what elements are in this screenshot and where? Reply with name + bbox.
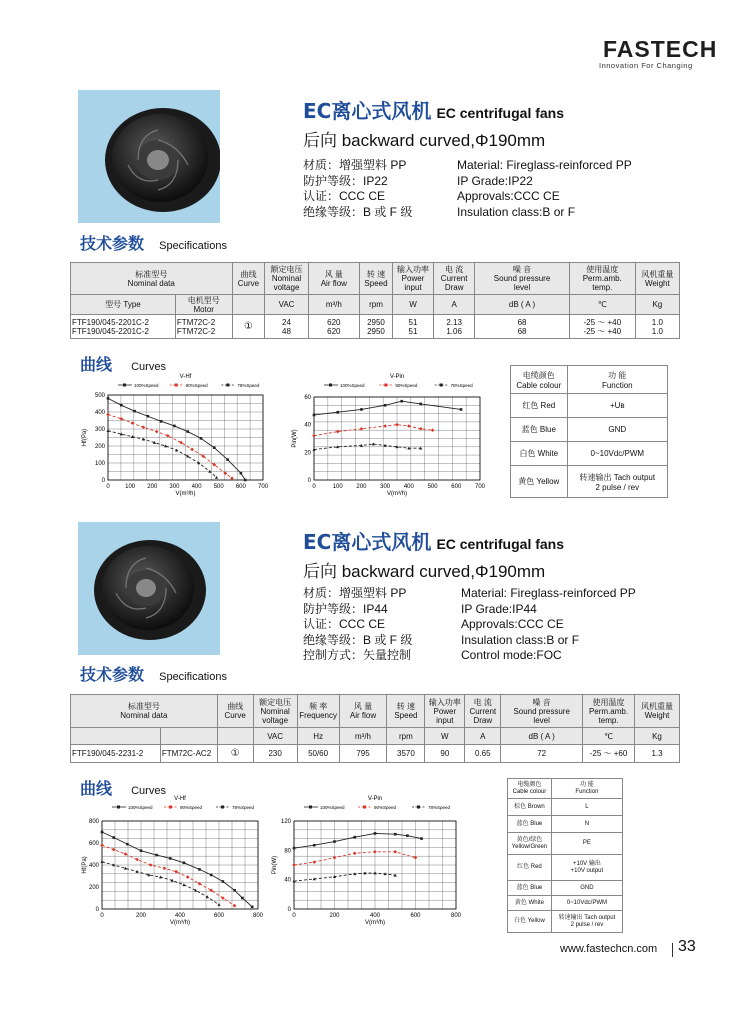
spec-line: Insulation class:B or F <box>461 632 580 647</box>
data-point <box>120 404 123 407</box>
spec-line: 材质：增强塑料 PP <box>303 158 407 172</box>
data-point <box>124 852 128 856</box>
legend-marker <box>329 384 332 387</box>
x-tick-label: 800 <box>450 913 462 919</box>
data-point <box>155 430 159 434</box>
x-tick-label: 200 <box>356 484 367 490</box>
spec-heading-cn: 技术参数 <box>80 234 145 253</box>
series-line <box>108 398 245 480</box>
spec-heading-en: Specifications <box>159 671 227 683</box>
spec-heading-2 <box>80 662 227 685</box>
legend-marker <box>440 384 443 387</box>
th-nominal: 标准型号 Nominal data <box>71 695 218 728</box>
x-tick-label: 100 <box>125 484 136 490</box>
x-tick-label: 500 <box>427 484 438 490</box>
th-current: 电 流 Current Draw <box>434 263 475 295</box>
table-row: FTF190/045-2231-2 FTM72C-AC2 ① 230 50/60 795 3570 90 0.65 72 -25 ～ +60 1.3 <box>71 745 680 763</box>
th-noise: 噪 音 Sound pressure level <box>501 695 583 728</box>
spec-line: 绝缘等级：B 或 F 级 <box>303 632 413 647</box>
data-point <box>407 424 411 428</box>
data-point <box>241 897 244 900</box>
spec-line: 绝缘等级：B 或 F 级 <box>303 204 413 219</box>
data-point <box>244 479 247 482</box>
data-point <box>183 862 186 865</box>
x-tick-label: 600 <box>235 484 246 490</box>
curves-en: Curves <box>131 361 166 373</box>
x-tick-label: 400 <box>369 913 381 919</box>
x-tick-label: 600 <box>451 484 462 490</box>
data-point <box>106 413 110 417</box>
th-unit: rpm <box>387 728 425 745</box>
legend-label: 100%Speed <box>340 383 365 388</box>
data-point <box>200 437 203 440</box>
legend-label: 78%Speed <box>428 805 451 810</box>
data-point <box>333 840 336 843</box>
data-point <box>160 420 163 423</box>
spec-line: 认证：CCC CE <box>303 617 386 631</box>
data-point <box>198 868 201 871</box>
th-unit: VAC <box>265 295 308 315</box>
spec-heading-cn: 技术参数 <box>80 665 145 684</box>
legend-marker <box>221 806 224 809</box>
y-tick-label: 60 <box>304 395 311 401</box>
chart-v-hf-1 <box>80 370 280 500</box>
cable-row: 黄色/绿色 Yellow/Green PE <box>508 833 623 855</box>
cable-row: 白色 White 0~10Vdc/PWM <box>511 442 668 466</box>
data-point <box>406 834 409 837</box>
spec-line: 认证：CCC CE <box>303 189 386 203</box>
spec-table-1 <box>70 262 680 339</box>
th-unit: Kg <box>635 728 680 745</box>
cable-row: 黄色 Yellow 转速输出 Tach output 2 pulse / rev <box>511 466 668 498</box>
data-point <box>226 458 229 461</box>
spec-heading-en: Specifications <box>159 240 227 252</box>
data-point <box>149 863 153 867</box>
data-point <box>155 854 158 857</box>
y-axis-label: Hf(Pa) <box>82 428 88 447</box>
title-en: EC centrifugal fans <box>436 105 565 121</box>
x-tick-label: 500 <box>213 484 224 490</box>
data-point <box>186 430 189 433</box>
y-tick-label: 500 <box>94 393 105 399</box>
fan-image-icon <box>78 90 220 223</box>
th-unit: A <box>434 295 475 315</box>
x-tick-label: 0 <box>100 913 104 919</box>
data-point <box>210 874 213 877</box>
y-tick-label: 800 <box>88 819 99 825</box>
data-point <box>394 833 397 836</box>
data-point <box>135 858 139 862</box>
y-tick-label: 0 <box>307 478 311 484</box>
fan-photo-2 <box>78 522 220 655</box>
x-tick-label: 800 <box>252 913 264 919</box>
x-tick-label: 700 <box>474 484 486 490</box>
spec-line: 材质：增强塑料 PP <box>303 586 407 600</box>
data-point <box>186 875 190 879</box>
data-point <box>251 906 254 909</box>
chart-title: V-Pin <box>389 374 405 380</box>
th-unit: m³/h <box>339 728 387 745</box>
data-point <box>166 434 170 438</box>
data-point <box>140 849 143 852</box>
th-curve: 曲线 Curve <box>217 695 253 728</box>
th-freq: 频 率 Frequency <box>297 695 339 728</box>
spec-line: 控制方式：矢量控制 <box>303 648 412 662</box>
x-tick-label: 300 <box>380 484 391 490</box>
th-motor: 电机型号 Motor <box>175 295 232 315</box>
legend-marker <box>384 384 387 387</box>
th-voltage: 额定电压 Nominal voltage <box>253 695 297 728</box>
legend-marker <box>309 806 312 809</box>
data-point <box>384 404 387 407</box>
x-tick-label: 0 <box>292 913 296 919</box>
legend-marker <box>363 806 366 809</box>
y-tick-label: 200 <box>94 444 105 450</box>
th-unit: ℃ <box>569 295 635 315</box>
spec-table-2 <box>70 694 680 763</box>
data-point <box>101 831 104 834</box>
legend-marker <box>117 806 120 809</box>
spec-heading-1 <box>80 231 227 254</box>
specs-cn-1 <box>303 158 412 220</box>
data-point <box>233 904 237 908</box>
data-point <box>100 843 104 847</box>
th-unit: Kg <box>635 295 679 315</box>
curves-cn: 曲线 <box>80 355 113 374</box>
y-tick-label: 0 <box>95 907 99 913</box>
x-tick-label: 600 <box>213 913 225 919</box>
data-point <box>292 863 296 867</box>
spec-line: 防护等级：IP44 <box>303 601 388 616</box>
y-tick-label: 400 <box>88 863 99 869</box>
data-point <box>460 408 463 411</box>
legend-label: 90%Speed <box>185 383 208 388</box>
th-unit: W <box>425 728 465 745</box>
cable-row: 白色 Yellow 转速输出 Tach output 2 pulse / rev <box>508 911 623 933</box>
y-tick-label: 120 <box>280 819 291 825</box>
x-tick-label: 400 <box>191 484 202 490</box>
data-point <box>373 850 377 854</box>
data-point <box>142 426 146 430</box>
legend-label: 78%Speed <box>232 805 255 810</box>
x-tick-label: 400 <box>174 913 186 919</box>
footer-website[interactable]: www.fastechcn.com <box>560 943 658 955</box>
spec-line: IP Grade:IP44 <box>461 601 537 616</box>
data-point <box>133 410 136 413</box>
data-point <box>240 472 243 475</box>
y-tick-label: 40 <box>304 422 311 429</box>
specs-en-2 <box>461 586 636 664</box>
brand-tagline: Innovation For Changing <box>599 61 693 70</box>
th-blank <box>71 728 161 745</box>
y-tick-label: 300 <box>94 427 105 433</box>
data-point <box>215 476 218 479</box>
legend-label: 78%Speed <box>450 383 473 388</box>
cable-row: 红色 Red +10V 输出 +10V output <box>508 855 623 881</box>
th-weight: 风机重量 Weight <box>635 695 680 728</box>
data-point <box>360 408 363 411</box>
y-tick-label: 0 <box>287 907 291 913</box>
x-tick-label: 0 <box>106 484 110 490</box>
specs-en-1 <box>457 158 632 220</box>
th-unit: rpm <box>360 295 393 315</box>
data-point <box>353 836 356 839</box>
brand-logo: FASTECH <box>603 36 718 62</box>
x-tick-label: 300 <box>169 484 180 490</box>
product-subtitle-1: 后向 backward curved,Φ190mm <box>303 131 546 150</box>
x-tick-label: 200 <box>329 913 340 919</box>
th-unit: dB ( A ) <box>501 728 583 745</box>
data-point <box>190 448 194 452</box>
curves-cn: 曲线 <box>80 779 113 798</box>
x-tick-label: 100 <box>332 484 343 490</box>
x-tick-label: 400 <box>403 484 414 490</box>
y-tick-label: 400 <box>94 410 105 416</box>
data-point <box>131 421 135 425</box>
curves-en: Curves <box>131 785 166 797</box>
cable-row: 蓝色 Blue N <box>508 816 623 833</box>
spec-line: Approvals:CCC CE <box>461 617 564 631</box>
chart-title: V-Hf <box>174 796 186 802</box>
data-point <box>431 428 435 432</box>
data-point <box>312 434 316 438</box>
th-airflow: 风 量 Air flow <box>308 263 359 295</box>
th-current: 电 流 Current Draw <box>465 695 501 728</box>
chart-v-hf-2 <box>80 792 280 932</box>
product-subtitle-2: 后向 backward curved,Φ190mm <box>303 562 546 581</box>
chart-title: V-Hf <box>179 374 192 380</box>
data-point <box>353 851 357 855</box>
legend-label: 90%Speed <box>395 383 418 388</box>
th-nominal: 标准型号 Nominal data <box>71 263 233 295</box>
x-axis-label: V(m³/h) <box>170 920 190 926</box>
th-noise: 噪 音 Sound pressure level <box>475 263 570 295</box>
data-point <box>293 847 296 850</box>
legend-label: 90%Speed <box>180 805 203 810</box>
legend-label: 100%Speed <box>320 805 345 810</box>
data-point <box>173 425 176 428</box>
y-tick-label: 80 <box>284 848 291 855</box>
data-point <box>163 867 167 871</box>
title-cn: EC离心式风机 <box>303 530 432 554</box>
th-airflow: 风 量 Air flow <box>339 695 387 728</box>
y-tick-label: 600 <box>88 841 99 847</box>
x-axis-label: V(m³/h) <box>365 920 385 926</box>
series-line <box>294 873 395 881</box>
chart-v-pin-2 <box>270 792 470 932</box>
title-en: EC centrifugal fans <box>436 536 565 552</box>
x-axis-label: V(m³/h) <box>175 491 196 497</box>
data-point <box>420 837 423 840</box>
data-point <box>419 403 422 406</box>
x-tick-label: 700 <box>257 484 269 490</box>
series-line <box>102 845 235 906</box>
footer-divider <box>672 943 673 957</box>
th-blank <box>160 728 217 745</box>
data-point <box>222 880 225 883</box>
y-tick-label: 200 <box>88 885 99 891</box>
data-point <box>182 883 185 886</box>
legend-marker <box>123 384 126 387</box>
x-tick-label: 600 <box>410 913 421 919</box>
cable-row: 棕色 Brown L <box>508 799 623 816</box>
cable-row: 蓝色 Blue GND <box>511 418 668 442</box>
chart-title: V-Pin <box>367 796 383 802</box>
th-type: 型号 Type <box>71 295 176 315</box>
data-point <box>313 844 316 847</box>
spec-line: Control mode:FOC <box>461 648 562 662</box>
x-tick-label: 200 <box>147 484 158 490</box>
legend-label: 100%Speed <box>134 383 159 388</box>
th-speed: 转 速 Speed <box>387 695 425 728</box>
th-unit: ℃ <box>583 728 635 745</box>
th-unit: W <box>392 295 433 315</box>
table-row: FTF190/045-2201C-2 FTF190/045-2201C-2 FTM72C-2 FTM72C-2 ① 24 48 620 620 2950 2950 51 51 2.13 1.06 68 68 -25 ～ +40 -25 ～ +40 1.0 1.0 <box>71 315 680 339</box>
legend-marker <box>175 384 178 387</box>
data-point <box>169 857 172 860</box>
y-axis-label: Hf(Pa) <box>82 856 88 874</box>
data-point <box>112 836 115 839</box>
th-power: 输入功率 Power input <box>425 695 465 728</box>
data-point <box>336 411 339 414</box>
x-tick-label: 200 <box>135 913 147 919</box>
data-point <box>395 423 399 427</box>
th-voltage: 额定电压 Nominal voltage <box>265 263 308 295</box>
data-point <box>400 400 403 403</box>
x-axis-label: V(m³/h) <box>387 491 407 497</box>
th-power: 输入功率 Power input <box>392 263 433 295</box>
cable-table-1: 电缆颜色 Cable colour 功 能 Function 红色 Red +Uв 蓝色 Blue GND 白色 White 0~10Vdc/PWM 黄色 Yellow 转速输出 Tach output 2 pulse / rev <box>510 365 668 498</box>
spec-line: Insulation class:B or F <box>457 204 576 219</box>
th-temp: 使用温度 Perm.amb. temp. <box>569 263 635 295</box>
legend-marker <box>169 806 172 809</box>
data-point <box>312 860 316 864</box>
chart-v-pin-1 <box>290 370 490 500</box>
cable-row: 黄色 White 0~10Vdc/PWM <box>508 896 623 911</box>
th-blank <box>217 728 253 745</box>
th-unit-curve <box>232 295 265 315</box>
th-unit: Hz <box>297 728 339 745</box>
y-axis-label: Pin(W) <box>272 855 278 875</box>
data-point <box>119 417 123 421</box>
specs-cn-2 <box>303 586 412 664</box>
spec-line: IP Grade:IP22 <box>457 173 533 188</box>
th-unit: VAC <box>253 728 297 745</box>
th-speed: 转 速 Speed <box>360 263 393 295</box>
data-point <box>213 446 216 449</box>
legend-label: 78%Speed <box>237 383 260 388</box>
data-point <box>393 850 397 854</box>
th-curve: 曲线 Curve <box>232 263 265 295</box>
spec-line: Material: Fireglass-reinforced PP <box>461 586 636 600</box>
data-point <box>333 856 337 860</box>
cable-row: 蓝色 Blue GND <box>508 881 623 896</box>
fan-photo-1 <box>78 90 220 223</box>
data-point <box>126 843 129 846</box>
legend-label: 100%Speed <box>128 805 153 810</box>
x-tick-label: 0 <box>312 484 316 490</box>
spec-line: 防护等级：IP22 <box>303 173 388 188</box>
data-point <box>217 903 220 906</box>
spec-line: Approvals:CCC CE <box>457 189 560 203</box>
y-tick-label: 40 <box>284 877 291 884</box>
th-unit: dB ( A ) <box>475 295 570 315</box>
data-point <box>414 856 418 860</box>
data-point <box>383 424 387 428</box>
y-tick-label: 100 <box>94 461 105 467</box>
data-point <box>230 477 234 481</box>
th-temp: 使用温度 Perm.amb. temp. <box>583 695 635 728</box>
data-point <box>147 415 150 418</box>
y-tick-label: 0 <box>101 478 105 484</box>
product-title-1 <box>303 95 564 124</box>
page-number: 33 <box>678 938 696 955</box>
series-line <box>314 401 461 415</box>
product-title-2 <box>303 526 564 555</box>
legend-marker <box>417 806 420 809</box>
cable-row: 红色 Red +Uв <box>511 394 668 418</box>
th-weight: 风机重量 Weight <box>635 263 679 295</box>
data-point <box>107 397 110 400</box>
data-point <box>313 414 316 417</box>
legend-marker <box>226 384 229 387</box>
fan-image-icon <box>78 522 220 655</box>
data-point <box>233 889 236 892</box>
y-tick-label: 20 <box>304 450 311 457</box>
title-cn: EC离心式风机 <box>303 99 432 123</box>
series-line <box>102 862 219 905</box>
cable-table-2: 电缆颜色 Cable colour 功 能 Function 棕色 Brown L 蓝色 Blue N 黄色/绿色 Yellow/Green PE 红色 Red +10V 输出 +10V output 蓝色 Blue GND 黄色 White 0~10Vdc/PWM 白色 Yellow 转速输出 Tach output 2 pulse / rev <box>507 778 623 933</box>
spec-line: Material: Fireglass-reinforced PP <box>457 158 632 172</box>
y-axis-label: Pin(W) <box>292 429 298 448</box>
legend-label: 90%Speed <box>374 805 397 810</box>
th-unit: A <box>465 728 501 745</box>
data-point <box>174 870 178 874</box>
data-point <box>374 832 377 835</box>
th-unit: m³/h <box>308 295 359 315</box>
